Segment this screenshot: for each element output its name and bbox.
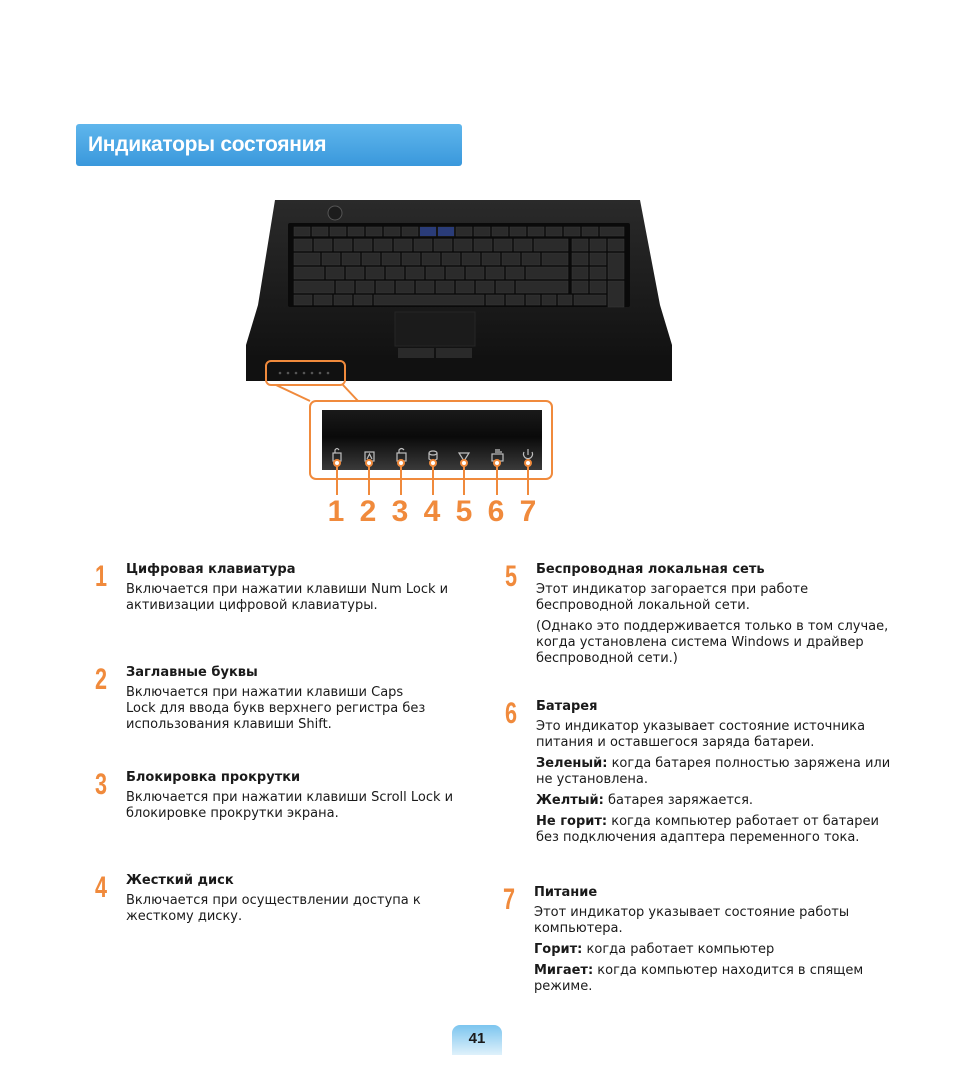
item-title: Заглавные буквы [126, 665, 258, 680]
item-title: Питание [534, 885, 598, 900]
item-3 [95, 770, 455, 827]
callout-3: 3 [391, 495, 409, 528]
laptop-figure [240, 195, 680, 535]
page-number-tab [452, 1025, 502, 1055]
callout-1: 1 [327, 495, 345, 528]
item-title: Беспроводная локальная сеть [536, 562, 765, 577]
callout-7: 7 [519, 495, 537, 528]
item-title: Блокировка прокрутки [126, 770, 301, 785]
state-yellow: Желтый: батарея заряжается. [536, 793, 754, 808]
item-text: Включается при нажатии клавиши Caps Lock для ввода букв верхнего регистра без использования клавиши Shift. [126, 685, 426, 732]
item-number: 1 [95, 560, 108, 593]
item-number: 3 [95, 768, 108, 801]
state-green: Зеленый: когда батарея полностью заряжена или не установлена. [536, 756, 891, 787]
item-number: 7 [503, 883, 516, 916]
item-6 [505, 699, 905, 851]
state-off: Не горит: когда компьютер работает от батареи без подключения адаптера переменного тока. [536, 814, 879, 845]
touchpad [395, 312, 475, 346]
item-title: Цифровая клавиатура [126, 562, 296, 577]
section-header [76, 124, 462, 166]
item-text: Включается при нажатии клавиши Scroll Lock и блокировке прокрутки экрана. [126, 790, 454, 821]
item-1 [95, 562, 455, 619]
item-text: Включается при нажатии клавиши Num Lock и активизации цифровой клавиатуры. [126, 582, 449, 613]
item-number: 5 [505, 560, 518, 593]
state-on: Горит: когда работает компьютер [534, 942, 775, 957]
callout-5: 5 [455, 495, 473, 528]
item-2 [95, 665, 435, 738]
power-button [328, 206, 342, 220]
callout-4: 4 [423, 495, 441, 528]
callout-2: 2 [359, 495, 377, 528]
item-title: Батарея [536, 699, 598, 714]
item-note: (Однако это поддерживается только в том случае, когда установлена система Windows и драйвер беспроводной сети.) [536, 619, 889, 666]
callout-6: 6 [487, 495, 505, 528]
item-text: Включается при осуществлении доступа к жесткому диску. [126, 893, 421, 924]
item-text: Это индикатор указывает состояние источника питания и оставшегося заряда батареи. [536, 719, 866, 750]
item-text: Этот индикатор указывает состояние работы компьютера. [534, 905, 850, 936]
item-number: 2 [95, 663, 108, 696]
section-title: Индикаторы состояния [88, 133, 327, 156]
page-number: 41 [468, 1030, 486, 1047]
item-number: 6 [505, 697, 518, 730]
item-title: Жесткий диск [126, 873, 234, 888]
state-blink: Мигает: когда компьютер находится в спящем режиме. [534, 963, 864, 994]
item-4 [95, 873, 455, 930]
item-text: Этот индикатор загорается при работе беспроводной локальной сети. [536, 582, 809, 613]
item-7 [503, 885, 903, 1000]
item-number: 4 [95, 871, 108, 904]
item-5 [505, 562, 905, 672]
